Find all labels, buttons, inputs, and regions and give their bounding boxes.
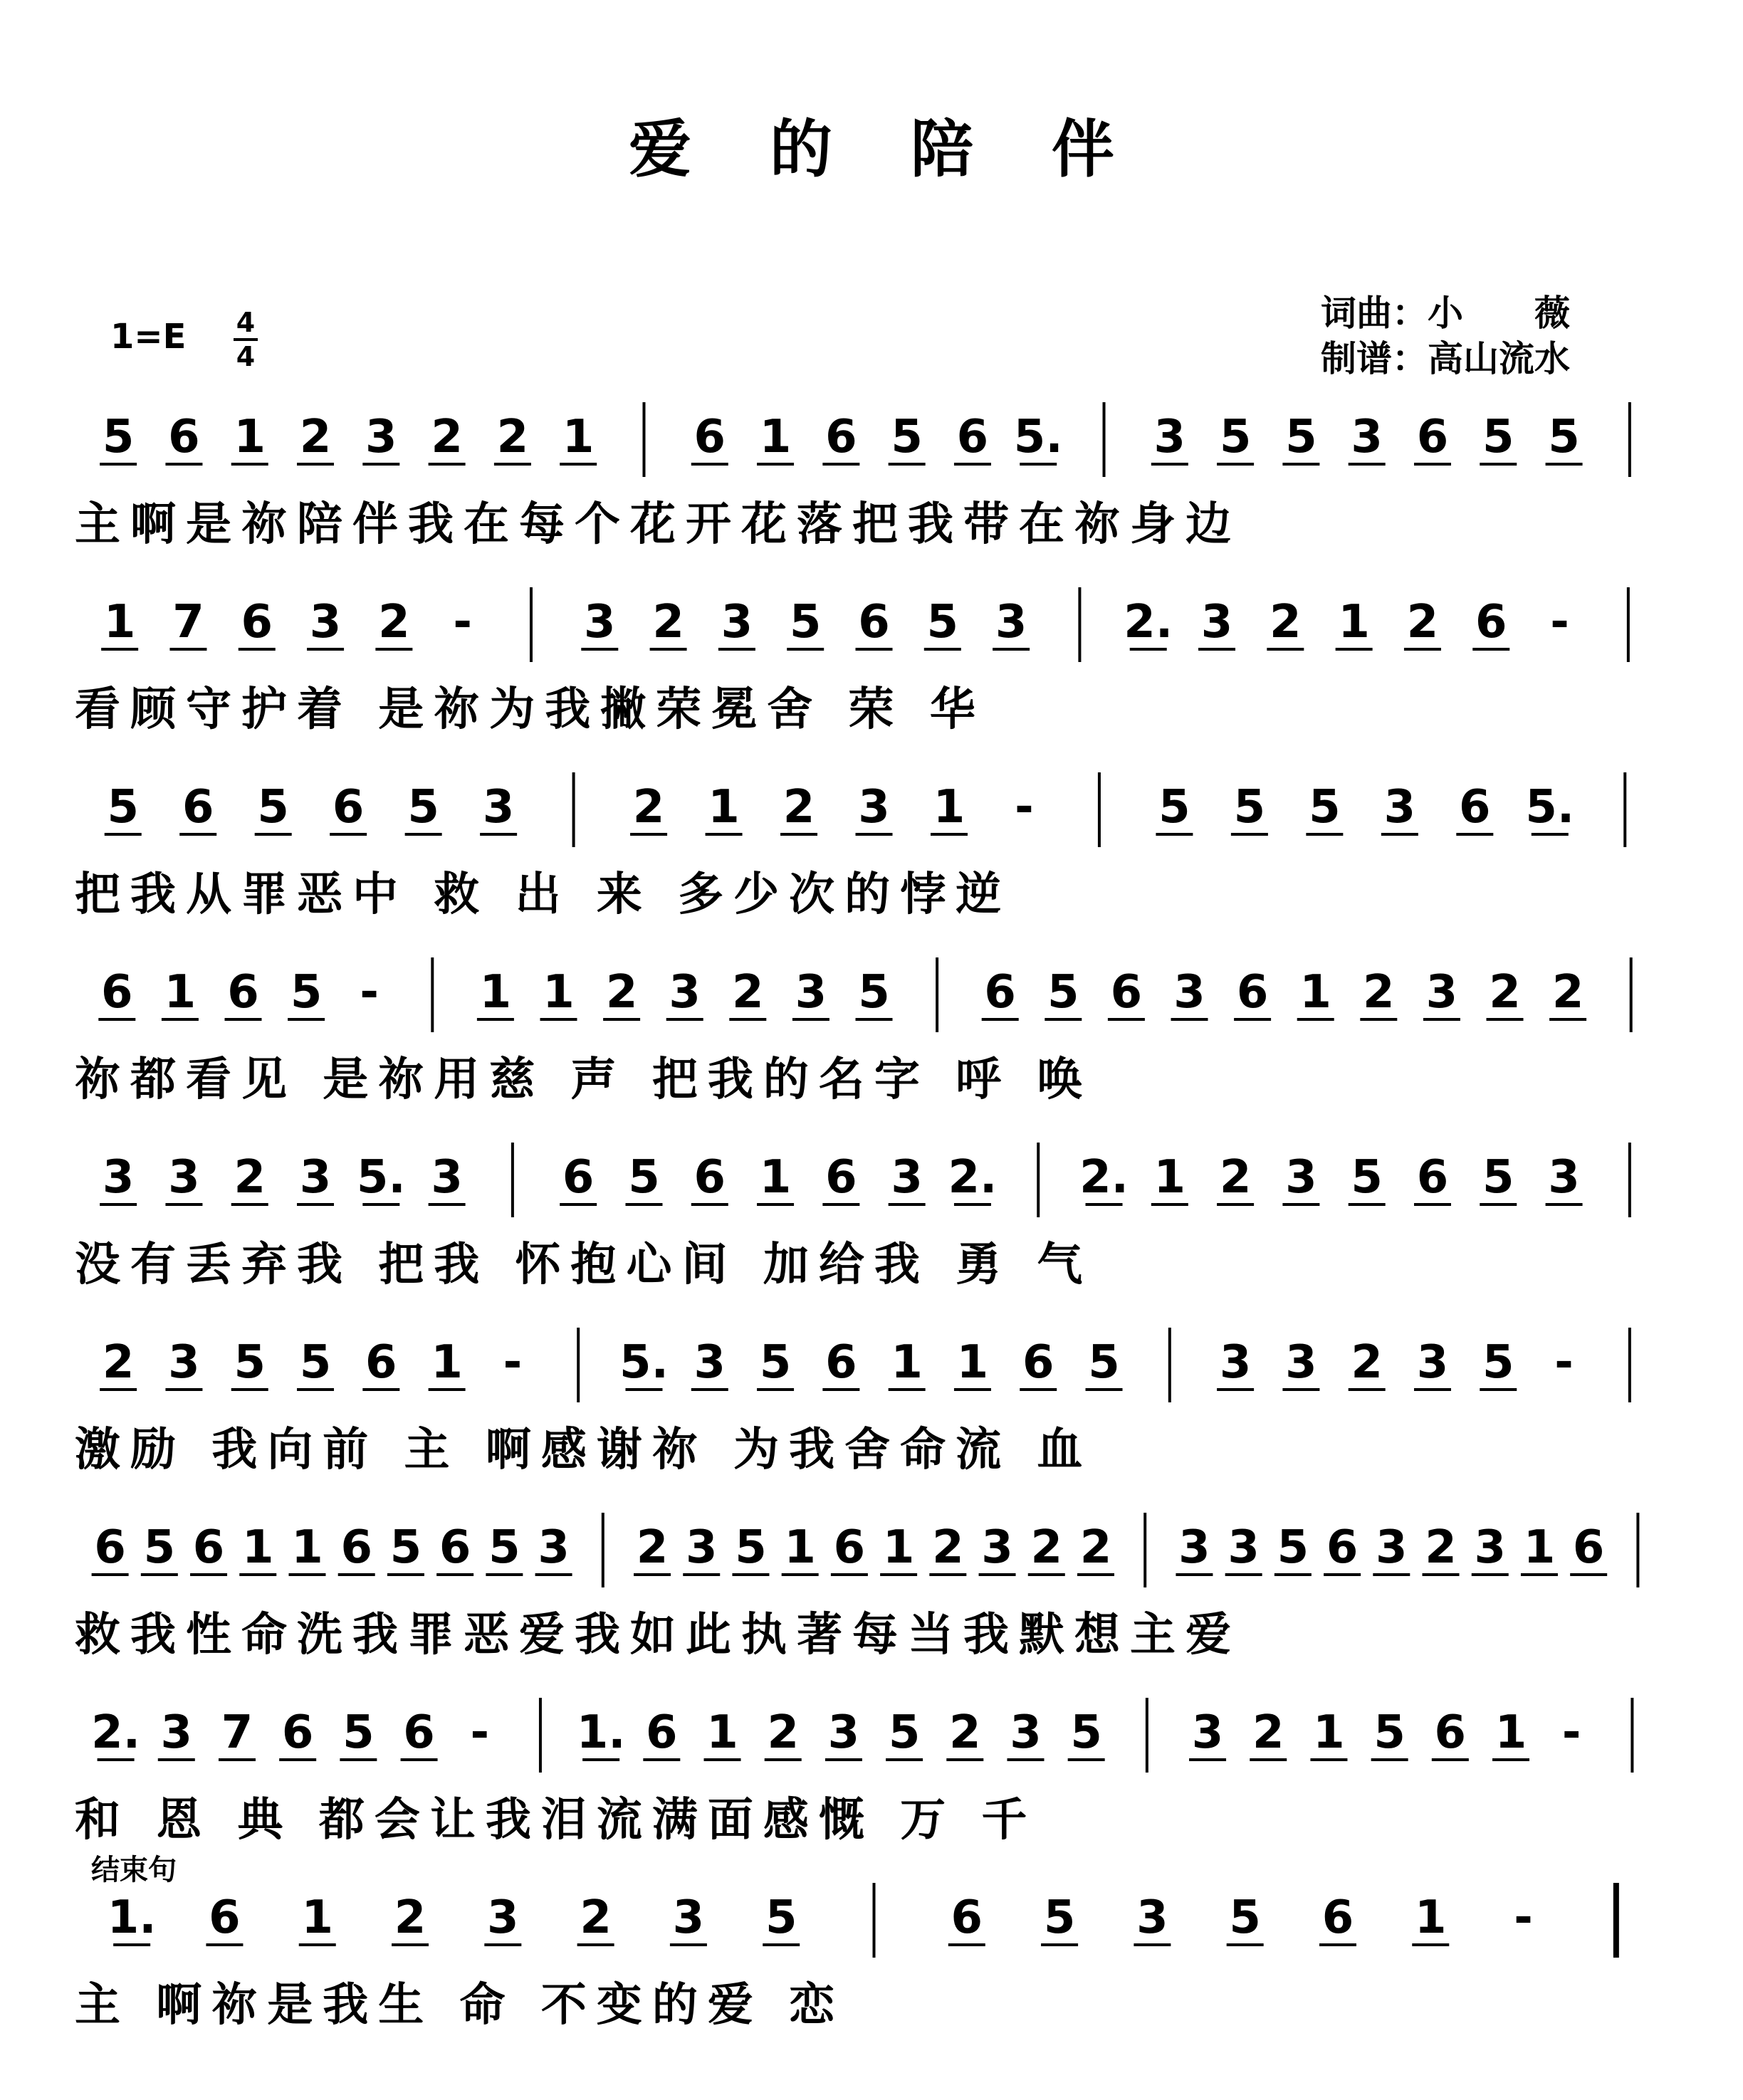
note: 5	[759, 1336, 792, 1389]
score-row	[0, 1879, 1743, 2064]
note: 6	[825, 1151, 857, 1204]
note: 2	[1079, 1521, 1112, 1574]
lyric-line: 没有丢弃我 把我 怀抱心间 加给我 勇 气	[75, 1239, 1093, 1291]
note: 3	[685, 1521, 718, 1574]
note: 5	[143, 1521, 176, 1574]
note: 3	[1285, 1336, 1317, 1389]
note: -	[1514, 1891, 1533, 1944]
lyric-line: 祢都看见 是祢用慈 声 把我的名字 呼 唤	[75, 1054, 1093, 1106]
note: 5	[858, 966, 890, 1019]
note: 6	[858, 596, 890, 649]
lyric-line: 主啊是祢陪伴我在每个花开花落把我带在祢身边	[75, 498, 1241, 551]
note: 5	[1158, 781, 1190, 834]
note: 2	[496, 411, 529, 463]
note: 5	[257, 781, 289, 834]
note: 2	[767, 1706, 799, 1759]
meter-bottom: 4	[236, 341, 256, 372]
note: 2	[732, 966, 764, 1019]
note: 3	[1153, 411, 1186, 463]
note: 3	[1136, 1891, 1168, 1944]
note: 2.	[1124, 596, 1173, 649]
note: 3	[1425, 966, 1458, 1019]
notation-line	[0, 769, 1743, 854]
note: 2	[1219, 1151, 1252, 1204]
notation-line	[0, 1509, 1743, 1595]
note: 1	[1299, 966, 1331, 1019]
note: 5	[1351, 1151, 1383, 1204]
note: 3	[538, 1521, 570, 1574]
note: 3	[431, 1151, 463, 1204]
note: 6	[1236, 966, 1269, 1019]
note: 1	[759, 1151, 792, 1204]
note: 6	[646, 1706, 678, 1759]
note: 1	[164, 966, 197, 1019]
note: 5	[1482, 1336, 1514, 1389]
note: 5	[1088, 1336, 1120, 1389]
note: 3	[102, 1151, 135, 1204]
note: 6	[833, 1521, 866, 1574]
score-row	[0, 584, 1743, 769]
lyric-line: 看顾守护着 是祢为我撇荣冕舍 荣 华	[75, 683, 985, 736]
note: 1	[891, 1336, 923, 1389]
score-row	[0, 1509, 1743, 1694]
note: 3	[1548, 1151, 1580, 1204]
note: 3	[1416, 1336, 1449, 1389]
note: 1	[784, 1521, 816, 1574]
note: 5	[891, 411, 923, 463]
note: 1	[1523, 1521, 1556, 1574]
note: 5	[342, 1706, 375, 1759]
note: 5	[102, 411, 135, 463]
score-row	[0, 1324, 1743, 1509]
note: 5.	[619, 1336, 669, 1389]
notation-line	[0, 954, 1743, 1039]
note: 5	[1285, 411, 1317, 463]
ending-label: 结束句	[91, 1854, 177, 1886]
note: 7	[172, 596, 204, 649]
note: 2	[636, 1521, 669, 1574]
note: 1	[543, 966, 575, 1019]
note: 3	[669, 966, 701, 1019]
score-row	[0, 399, 1743, 584]
note: 2	[102, 1336, 135, 1389]
note: 1	[1153, 1151, 1186, 1204]
note: 6	[192, 1521, 225, 1574]
note: 6	[101, 966, 133, 1019]
note: 3	[1376, 1521, 1408, 1574]
key-signature: 1=E	[110, 317, 187, 357]
note: -	[360, 966, 379, 1019]
credits: 词曲：小 薇 制谱：高山流水	[1321, 293, 1570, 379]
note: 2.	[1079, 1151, 1129, 1204]
note: 2	[1406, 596, 1439, 649]
note: 5.	[356, 1151, 406, 1204]
score-row	[0, 954, 1743, 1139]
note: 2	[1551, 966, 1584, 1019]
note: 5	[107, 781, 140, 834]
note: 1	[1495, 1706, 1527, 1759]
note: 3	[1228, 1521, 1260, 1574]
note: 3	[584, 596, 616, 649]
note: 1.	[576, 1706, 626, 1759]
note: 1	[759, 411, 792, 463]
note: 6	[439, 1521, 471, 1574]
note: 6	[365, 1336, 397, 1389]
note: 6	[693, 1151, 726, 1204]
note: 5	[290, 966, 323, 1019]
note: 6	[1416, 1151, 1449, 1204]
lyric-line: 激励 我向前 主 啊感谢祢 为我舍命流 血	[75, 1424, 1093, 1476]
note: 2	[652, 596, 684, 649]
note: 5	[1482, 411, 1514, 463]
note: 6	[693, 411, 726, 463]
note: 6	[1022, 1336, 1054, 1389]
note: 5	[1070, 1706, 1102, 1759]
note: 3	[995, 596, 1027, 649]
time-signature	[234, 308, 258, 372]
note: 2	[431, 411, 463, 463]
note: 5	[765, 1891, 797, 1944]
note: 3	[1383, 781, 1416, 834]
note: 6	[209, 1891, 241, 1944]
note: 1	[431, 1336, 463, 1389]
note: 3	[309, 596, 342, 649]
note: 5	[1309, 781, 1341, 834]
note: 7	[221, 1706, 253, 1759]
note: -	[470, 1706, 490, 1759]
notation-line	[0, 1879, 1743, 1965]
note: 6	[956, 411, 989, 463]
note: 2	[605, 966, 638, 1019]
note: 3	[981, 1521, 1013, 1574]
note: 6	[1321, 1891, 1354, 1944]
note: 1	[1338, 596, 1370, 649]
note: 3	[1178, 1521, 1210, 1574]
score-row	[0, 1139, 1743, 1324]
note: 1.	[107, 1891, 157, 1944]
note: 6	[227, 966, 259, 1019]
note: 1	[234, 411, 266, 463]
note: 3	[672, 1891, 705, 1944]
note: 2	[1270, 596, 1302, 649]
note: -	[453, 596, 472, 649]
note: -	[503, 1336, 523, 1389]
note: 5	[407, 781, 439, 834]
note: 2	[1351, 1336, 1383, 1389]
note: 3	[1010, 1706, 1042, 1759]
note: 2	[234, 1151, 266, 1204]
note: -	[1015, 781, 1034, 834]
note: 2.	[91, 1706, 141, 1759]
lyric-line: 把我从罪恶中 救 出 来 多少次的悖逆	[75, 868, 1012, 921]
meter-top: 4	[236, 307, 256, 338]
note: 5	[389, 1521, 422, 1574]
note: 2	[394, 1891, 426, 1944]
note: 1	[301, 1891, 334, 1944]
note: 3	[858, 781, 890, 834]
note: 6	[332, 781, 365, 834]
note: 6	[94, 1521, 126, 1574]
note: 5	[1373, 1706, 1406, 1759]
note: 3	[827, 1706, 860, 1759]
note: 5	[1482, 1151, 1514, 1204]
note: 5	[1233, 781, 1266, 834]
note: 1	[1414, 1891, 1447, 1944]
notation-line	[0, 1324, 1743, 1409]
note: 5	[888, 1706, 921, 1759]
notation-line	[0, 1139, 1743, 1224]
note: 6	[1572, 1521, 1605, 1574]
note: 3	[891, 1151, 923, 1204]
note: 2	[1030, 1521, 1063, 1574]
note: 1	[291, 1521, 323, 1574]
note: -	[1554, 1336, 1574, 1389]
note: 6	[340, 1521, 372, 1574]
note: 5	[234, 1336, 266, 1389]
note: 6	[1326, 1521, 1359, 1574]
note: 3	[1285, 1151, 1317, 1204]
note: 1	[562, 411, 595, 463]
notation-line	[0, 399, 1743, 484]
lyric-line: 主 啊祢是我生 命 不变的爱 恋	[75, 1979, 845, 2032]
note: 3	[365, 411, 397, 463]
note: 6	[1434, 1706, 1467, 1759]
note: 3	[1219, 1336, 1252, 1389]
note: 2	[299, 411, 332, 463]
note: 6	[951, 1891, 983, 1944]
note: 3	[168, 1336, 200, 1389]
note: 2	[1489, 966, 1521, 1019]
note: 1	[933, 781, 965, 834]
score-row	[0, 769, 1743, 954]
note: 3	[693, 1336, 726, 1389]
note: 5	[735, 1521, 767, 1574]
note: 6	[825, 411, 857, 463]
note: 6	[562, 1151, 595, 1204]
note: 3	[795, 966, 827, 1019]
note: 5	[1277, 1521, 1309, 1574]
song-title: 爱的陪伴	[628, 112, 1193, 186]
note: 1	[1313, 1706, 1345, 1759]
notation-line	[0, 1694, 1743, 1780]
note: 1	[479, 966, 512, 1019]
note: 5	[1219, 411, 1252, 463]
note: 2.	[948, 1151, 998, 1204]
note: 1	[956, 1336, 989, 1389]
note: 6	[403, 1706, 435, 1759]
note: 6	[1475, 596, 1507, 649]
note: 5	[789, 596, 822, 649]
note: 2	[1363, 966, 1395, 1019]
note: 3	[160, 1706, 193, 1759]
note: 1	[103, 596, 136, 649]
note: 6	[1110, 966, 1143, 1019]
note: 6	[1459, 781, 1491, 834]
note: 1	[242, 1521, 274, 1574]
note: 6	[825, 1336, 857, 1389]
note: 3	[1200, 596, 1233, 649]
note: 5.	[1013, 411, 1063, 463]
note: 5	[488, 1521, 520, 1574]
note: 6	[182, 781, 214, 834]
note: 1	[882, 1521, 915, 1574]
note: 2	[782, 781, 815, 834]
note: -	[1550, 596, 1569, 649]
note: 3	[721, 596, 753, 649]
note: 6	[281, 1706, 314, 1759]
note: 5	[1043, 1891, 1076, 1944]
note: 2	[949, 1706, 981, 1759]
note: 1	[706, 1706, 738, 1759]
note: 2	[580, 1891, 612, 1944]
note: 6	[984, 966, 1016, 1019]
note: 5	[299, 1336, 332, 1389]
note: 2	[1252, 1706, 1284, 1759]
note: 2	[632, 781, 665, 834]
note: 6	[168, 411, 200, 463]
note: 5	[926, 596, 959, 649]
note: 2	[378, 596, 410, 649]
note: 3	[487, 1891, 519, 1944]
note: 3	[1191, 1706, 1224, 1759]
note: 1	[708, 781, 740, 834]
note: 6	[241, 596, 273, 649]
note: 3	[482, 781, 515, 834]
note: 5	[1548, 411, 1580, 463]
note: 3	[1351, 411, 1383, 463]
note: 3	[299, 1151, 332, 1204]
note: 2	[932, 1521, 964, 1574]
note: 6	[1416, 411, 1449, 463]
note: 3	[168, 1151, 200, 1204]
note: 5.	[1525, 781, 1575, 834]
note: -	[1561, 1706, 1581, 1759]
notation-line	[0, 584, 1743, 669]
note: 3	[1474, 1521, 1506, 1574]
lyric-line: 和 恩 典 都会让我泪流满面感慨 万 千	[75, 1794, 1037, 1847]
note: 5	[628, 1151, 660, 1204]
note: 5	[1047, 966, 1079, 1019]
note: 3	[1173, 966, 1205, 1019]
note: 2	[1425, 1521, 1457, 1574]
lyric-line: 救我性命洗我罪恶爱我如此执著每当我默想主爱	[75, 1609, 1241, 1661]
score-row	[0, 1694, 1743, 1879]
note: 5	[1229, 1891, 1261, 1944]
